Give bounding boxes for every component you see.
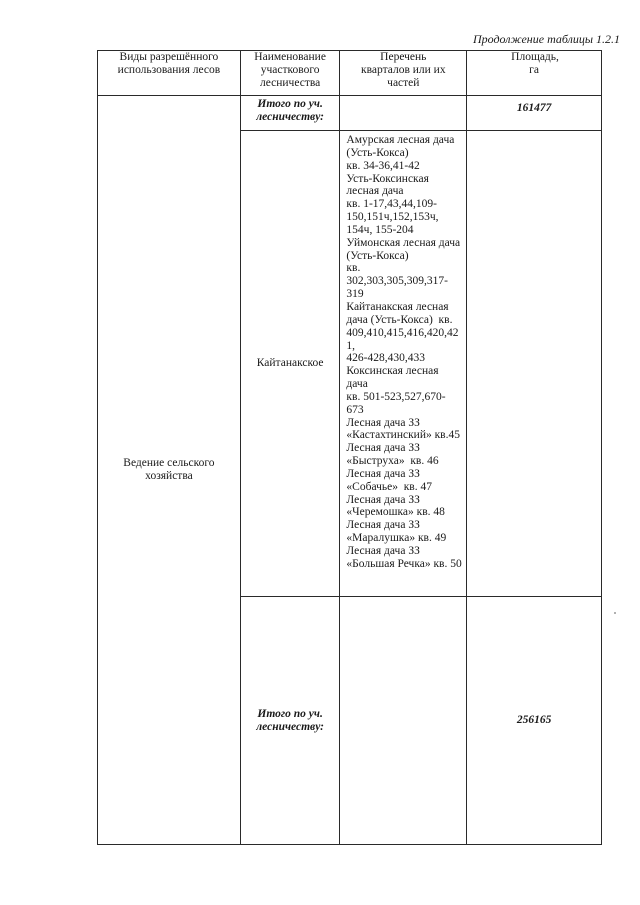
quarters-line: 150,151ч,152,153ч, bbox=[346, 211, 439, 224]
quarters-list bbox=[340, 131, 467, 597]
header-forestry: Наименование участкового лесничества bbox=[240, 51, 340, 96]
header-quarters: Перечень кварталов или их частей bbox=[340, 51, 467, 96]
quarters-line: (Усть-Кокса) bbox=[346, 249, 409, 262]
quarters-line: Лесная дача ЗЗ bbox=[346, 467, 420, 480]
quarters-line: «Кастахтинский» кв.45 bbox=[346, 429, 460, 442]
quarters-line: «Собачье» кв. 47 bbox=[346, 480, 432, 493]
subtotal-row-1 bbox=[98, 96, 602, 131]
quarters-line: «Большая Речка» кв. 50 bbox=[346, 557, 462, 570]
quarters-line: Лесная дача ЗЗ bbox=[346, 442, 420, 455]
table-header-row bbox=[98, 51, 602, 96]
quarters-line: (Усть-Кокса) bbox=[346, 146, 409, 159]
forest-use-table bbox=[97, 50, 602, 845]
header-use-type: Виды разрешённого использования лесов bbox=[98, 51, 241, 96]
quarters-line: лесная дача bbox=[346, 185, 404, 198]
quarters-line: 673 bbox=[346, 403, 364, 416]
quarters-line: Лесная дача ЗЗ bbox=[346, 493, 420, 506]
quarters-line: 409,410,415,416,420,42 bbox=[346, 326, 459, 339]
quarters-line: «Маралушка» кв. 49 bbox=[346, 532, 447, 545]
quarters-line: Лесная дача ЗЗ bbox=[346, 416, 420, 429]
header-area: Площадь, га bbox=[467, 51, 602, 96]
forestry-area bbox=[467, 131, 602, 597]
quarters-line: 154ч, 155-204 bbox=[346, 223, 414, 236]
quarters-line: Уймонская лесная дача bbox=[346, 236, 461, 249]
quarters-line: дача (Усть-Кокса) кв. bbox=[346, 313, 453, 326]
subtotal-2-label: Итого по уч. лесничеству: bbox=[240, 597, 340, 845]
quarters-line: 1, bbox=[346, 339, 356, 352]
quarters-line: кв. 501-523,527,670- bbox=[346, 390, 446, 403]
quarters-line: Коксинская лесная bbox=[346, 365, 439, 378]
use-type-cell bbox=[98, 96, 241, 845]
quarters-line: 319 bbox=[346, 288, 364, 301]
quarters-line: Амурская лесная дача bbox=[346, 134, 455, 146]
subtotal-1-quarters bbox=[340, 96, 467, 131]
subtotal-2-quarters bbox=[340, 597, 467, 845]
use-type-text: Ведение сельского хозяйства bbox=[123, 457, 215, 482]
quarters-line: Кайтанакская лесная bbox=[346, 300, 449, 313]
scan-speck bbox=[614, 612, 616, 614]
quarters-line: Лесная дача ЗЗ bbox=[346, 545, 420, 557]
quarters-line: кв. 34-36,41-42 bbox=[346, 159, 420, 172]
subtotal-1-label: Итого по уч. лесничеству: bbox=[240, 96, 340, 131]
quarters-line: дача bbox=[346, 378, 368, 391]
quarters-line: кв. 1-17,43,44,109- bbox=[346, 198, 437, 211]
forestry-name: Кайтанакское bbox=[240, 131, 340, 597]
quarters-line: кв. bbox=[346, 262, 361, 275]
quarters-line: 426-428,430,433 bbox=[346, 352, 426, 365]
quarters-line: «Быструха» кв. 46 bbox=[346, 455, 439, 468]
subtotal-1-area: 161477 bbox=[467, 96, 602, 131]
quarters-line: «Черемошка» кв. 48 bbox=[346, 506, 445, 519]
quarters-line: Усть-Коксинская bbox=[346, 172, 429, 185]
quarters-line: 302,303,305,309,317- bbox=[346, 275, 449, 288]
table-caption: Продолжение таблицы 1.2.1 bbox=[472, 32, 620, 46]
quarters-line: Лесная дача ЗЗ bbox=[346, 519, 420, 532]
subtotal-2-area: 256165 bbox=[467, 597, 602, 845]
